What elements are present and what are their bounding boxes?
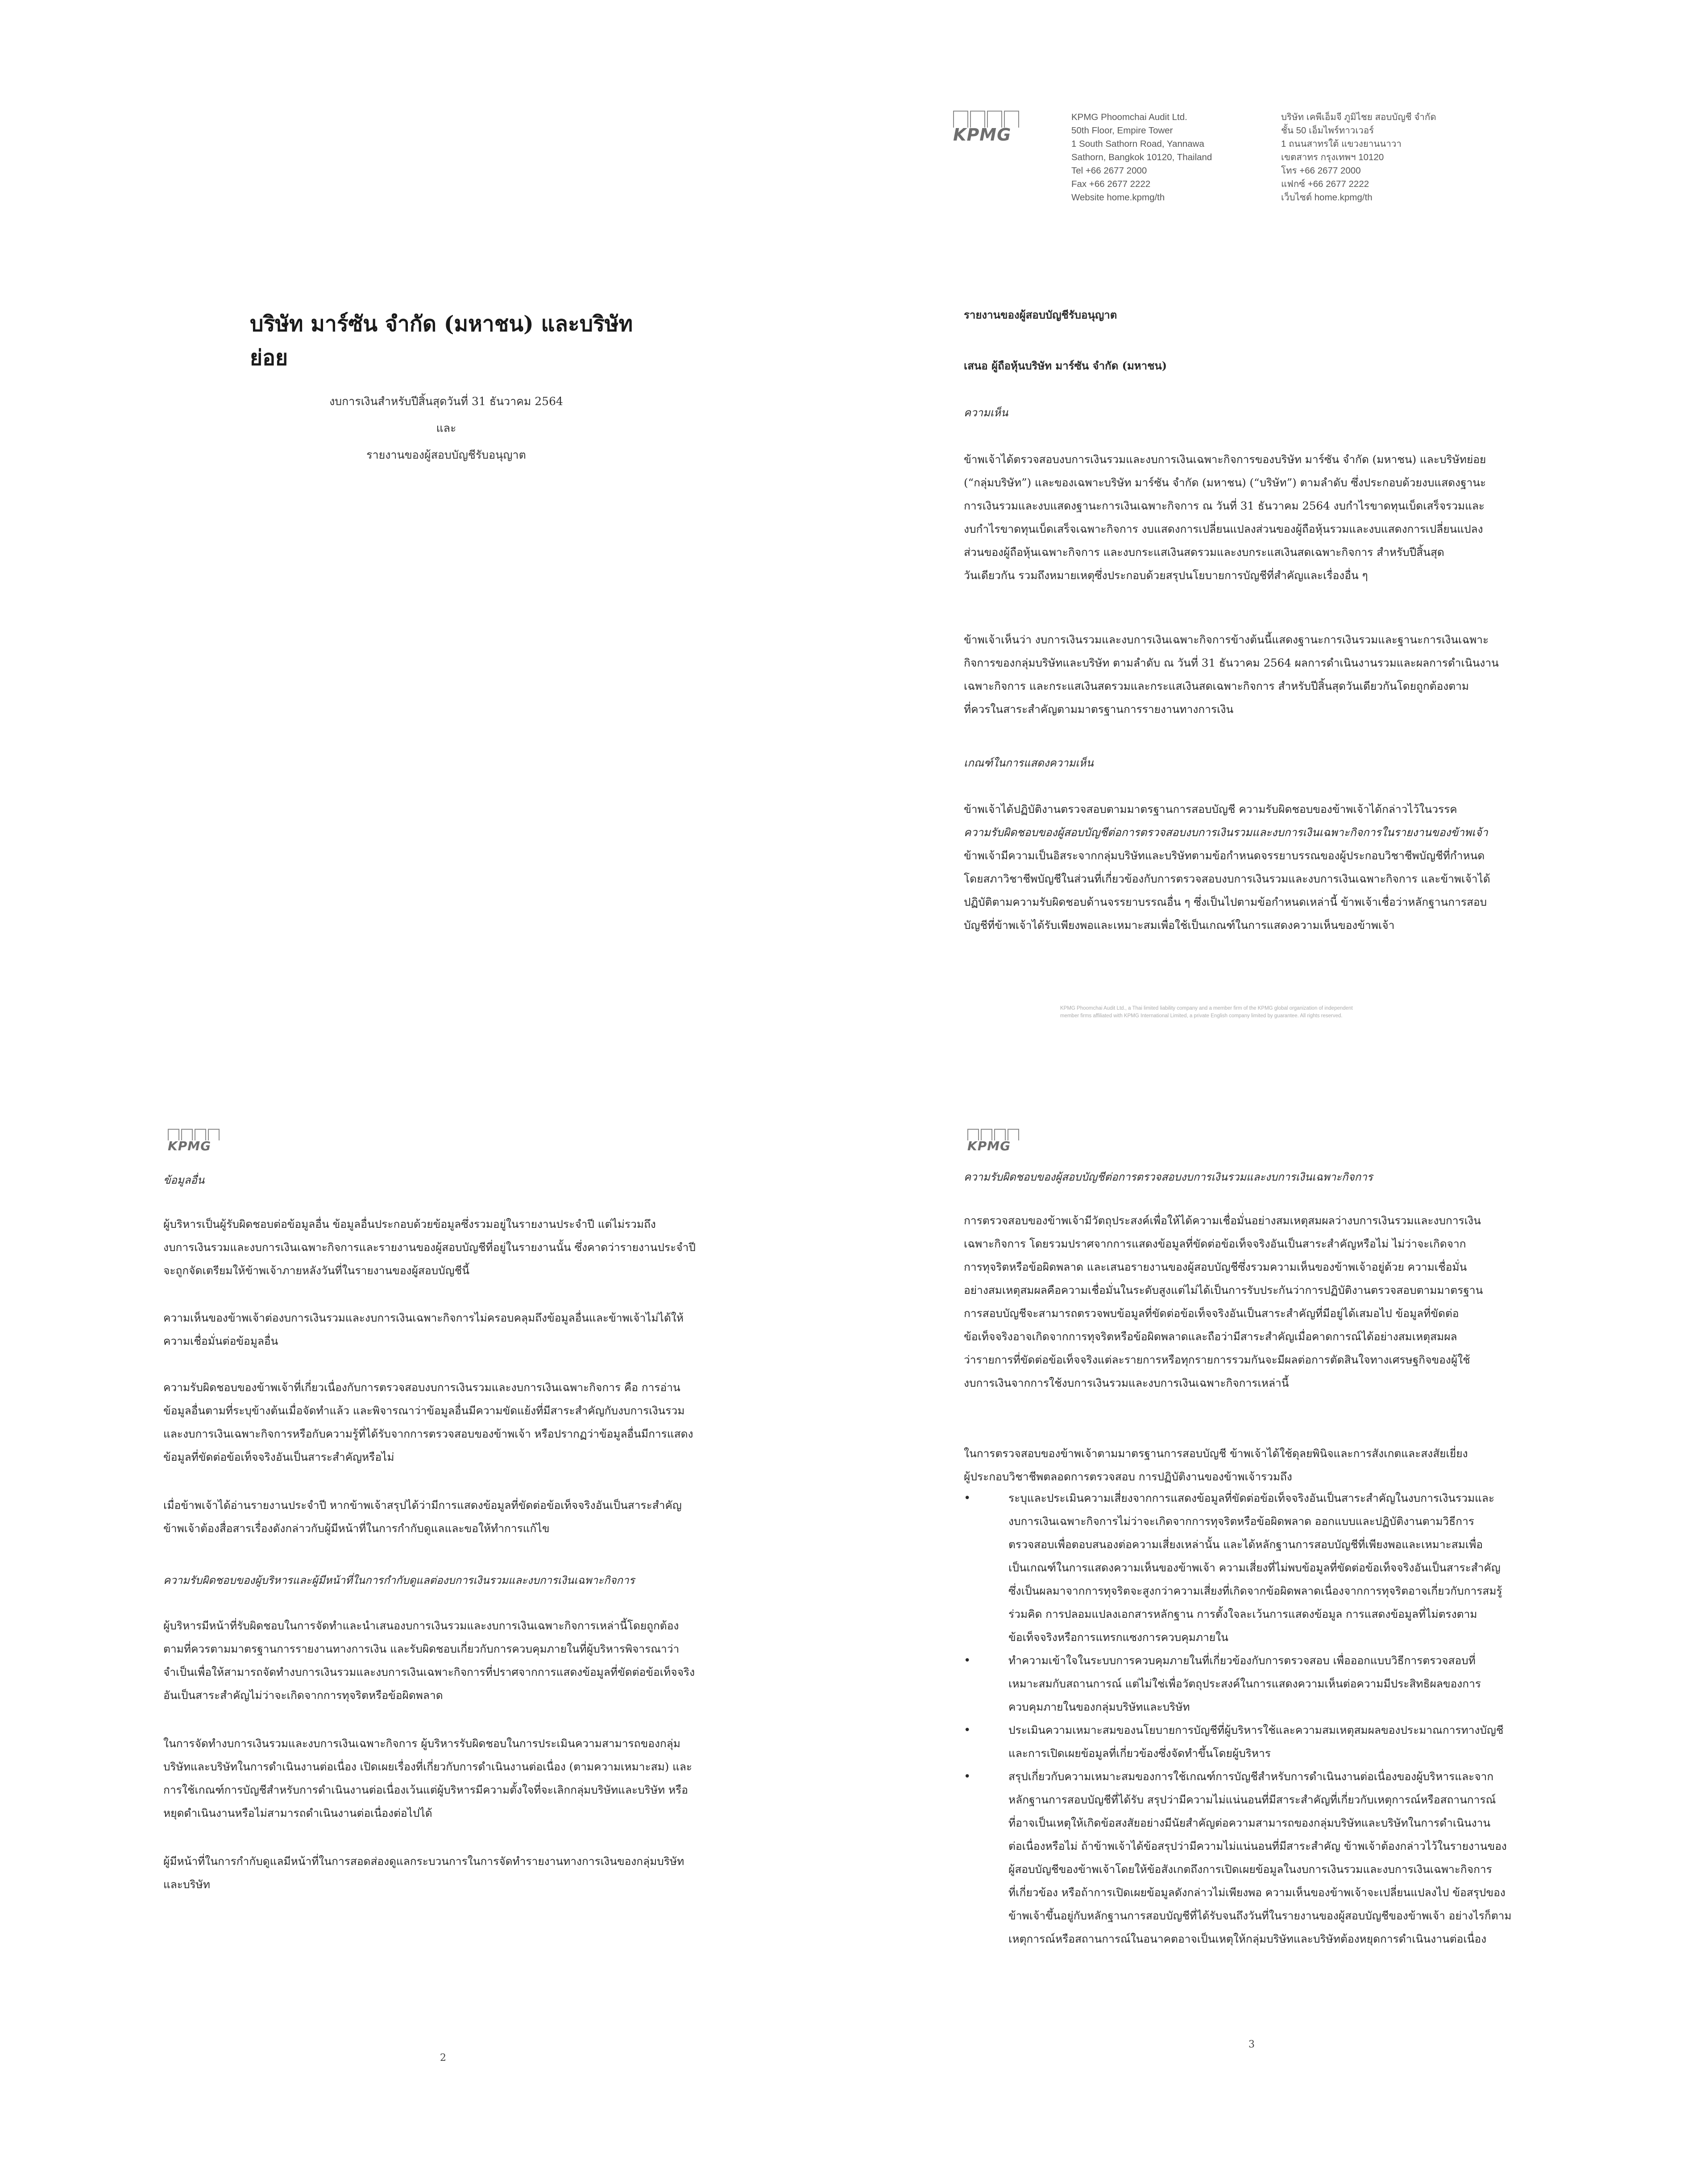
- opinion-paragraph-1: [964, 448, 1544, 587]
- text-line: ในการจัดทำงบการเงินรวมและงบการเงินเฉพาะกิจการ ผู้บริหารรับผิดชอบในการประเมินความสามารถของกลุ่ม: [163, 1737, 680, 1750]
- text-line: ความรับผิดชอบของข้าพเจ้าที่เกี่ยวเนื่องกับการตรวจสอบงบการเงินรวมและงบการเงินเฉพาะกิจการ คือ การอ่าน: [163, 1381, 680, 1394]
- text-line: เมื่อข้าพเจ้าได้อ่านรายงานประจำปี หากข้าพเจ้าสรุปได้ว่ามีการแสดงข้อมูลที่ขัดต่อข้อเท็จจริงอันเป็นสาระสำคัญ: [163, 1499, 682, 1512]
- text-line: ว่ารายการที่ขัดต่อข้อเท็จจริงแต่ละรายการหรือทุกรายการรวมกันจะมีผลต่อการตัดสินใจทางเศรษฐกิจของผู้ใช้: [964, 1353, 1470, 1366]
- text-line: ผู้บริหารเป็นผู้รับผิดชอบต่อข้อมูลอื่น ข้อมูลอื่นประกอบด้วยข้อมูลซึ่งรวมอยู่ในรายงานประจำปี แต่ไม่รวมถึง: [163, 1218, 656, 1231]
- text-line: งบการเงินเฉพาะกิจการไม่ว่าจะเกิดจากการทุจริตหรือข้อผิดพลาด ออกแบบและปฏิบัติงานตามวิธีการ: [1008, 1515, 1475, 1528]
- text-line: บัญชีที่ข้าพเจ้าได้รับเพียงพอและเหมาะสมเพื่อใช้เป็นเกณฑ์ในการแสดงความเห็นของข้าพเจ้า: [964, 919, 1395, 932]
- letterhead-en: [1071, 111, 1212, 204]
- text-line: ตามที่ควรตามมาตรฐานการรายงานทางการเงิน และรับผิดชอบเกี่ยวกับการควบคุมภายในที่ผู้บริหารพิจารณาว่า: [163, 1642, 680, 1655]
- letterhead-th: [1281, 111, 1436, 204]
- letterhead-en-line: 50th Floor, Empire Tower: [1071, 125, 1173, 136]
- text-line: ที่เกี่ยวข้อง หรือถ้าการเปิดเผยข้อมูลดังกล่าวไม่เพียงพอ ความเห็นของข้าพเจ้าจะเปลี่ยนแปลงไป ข้อสรุปของ: [1008, 1886, 1505, 1899]
- text-line: ความเชื่อมั่นต่อข้อมูลอื่น: [163, 1334, 278, 1347]
- auditor-responsibility-paragraph-1: [964, 1209, 1548, 1395]
- management-paragraph-1: [163, 1614, 757, 1707]
- text-line: ข้อเท็จจริงหรือการแทรกแซงการควบคุมภายใน: [1008, 1631, 1228, 1644]
- text-line: วันเดียวกัน รวมถึงหมายเหตุซึ่งประกอบด้วยสรุปนโยบายการบัญชีที่สำคัญและเรื่องอื่น ๆ: [964, 569, 1368, 582]
- text-line: • สรุปเกี่ยวกับความเหมาะสมของการใช้เกณฑ์การบัญชีสำหรับการดำเนินงานต่อเนื่องของผู้บริหารและจาก: [1008, 1770, 1494, 1783]
- auditor-report-page-1: [846, 0, 1692, 1080]
- text-line: เป็นเกณฑ์ในการแสดงความเห็นของข้าพเจ้า ความเสี่ยงที่ไม่พบข้อมูลที่ขัดต่อข้อเท็จจริงอันเป็นสาระสำคัญ: [1008, 1561, 1501, 1574]
- text-line: • ทำความเข้าใจในระบบการควบคุมภายในที่เกี่ยวข้องกับการตรวจสอบ เพื่อออกแบบวิธีการตรวจสอบที่: [1008, 1654, 1476, 1667]
- text-line: เหตุการณ์หรือสถานการณ์ในอนาคตอาจเป็นเหตุให้กลุ่มบริษัทและบริษัทต้องหยุดการดำเนินงานต่อเนื่อง: [1008, 1932, 1487, 1945]
- text-line: ปฏิบัติตามความรับผิดชอบด้านจรรยาบรรณอื่น ๆ ซึ่งเป็นไปตามข้อกำหนดเหล่านี้ ข้าพเจ้าเชื่อว่าหลักฐานการสอบ: [964, 895, 1487, 908]
- text-line: เฉพาะกิจการ โดยรวมปราศจากการแสดงข้อมูลที่ขัดต่อข้อเท็จจริงอันเป็นสาระสำคัญหรือไม่ ไม่ว่าจะเกิดจาก: [964, 1237, 1466, 1250]
- text-line: โดยสภาวิชาชีพบัญชีในส่วนที่เกี่ยวข้องกับการตรวจสอบงบการเงินรวมและงบการเงินเฉพาะกิจการ และข้าพเจ้าได้: [964, 872, 1490, 885]
- text-line: อย่างสมเหตุสมผลคือความเชื่อมั่นในระดับสูงแต่ไม่ได้เป็นการรับประกันว่าการปฏิบัติงานตรวจสอบตามมาตรฐาน: [964, 1284, 1483, 1297]
- text-line: บริษัทและบริษัทในการดำเนินงานต่อเนื่อง เปิดเผยเรื่องที่เกี่ยวกับการดำเนินงานต่อเนื่อง (ตามความเหมาะสม) และ: [163, 1760, 693, 1773]
- letterhead-en-line: KPMG Phoomchai Audit Ltd.: [1071, 112, 1187, 122]
- text-line: ข้อมูลที่ขัดต่อข้อเท็จจริงอันเป็นสาระสำคัญหรือไม่: [163, 1450, 394, 1463]
- letterhead-th-line: เขตสาทร กรุงเทพฯ 10120: [1281, 152, 1384, 162]
- text-line: (“กลุ่มบริษัท”) และของเฉพาะบริษัท มาร์ซัน จำกัด (มหาชน) (“บริษัท”) ตามลำดับ ซึ่งประกอบด้วยงบแสดงฐานะ: [964, 476, 1486, 489]
- cover-line-statements: งบการเงินสำหรับปีสิ้นสุดวันที่ 31 ธันวาคม 2564: [329, 395, 563, 408]
- text-line: จะถูกจัดเตรียมให้ข้าพเจ้าภายหลังวันที่ในรายงานของผู้สอบบัญชีนี้: [163, 1264, 469, 1277]
- audit-procedure-item: [964, 1649, 1548, 1719]
- other-info-paragraph-3: [163, 1376, 757, 1469]
- management-paragraph-2: [163, 1732, 757, 1825]
- text-line: ข้าพเจ้าได้ตรวจสอบงบการเงินรวมและงบการเงินเฉพาะกิจการของบริษัท มาร์ซัน จำกัด (มหาชน) และบริษัทย่อย: [964, 453, 1486, 466]
- letterhead-en-line: Tel +66 2677 2000: [1071, 166, 1147, 176]
- text-line: ข้อมูลอื่นตามที่ระบุข้างต้นเมื่อจัดทำแล้ว และพิจารณาว่าข้อมูลอื่นมีความขัดแย้งที่มีสาระสำคัญกับงบการเงินรวม: [163, 1404, 685, 1417]
- auditor-responsibility-paragraph-2: [964, 1442, 1548, 1488]
- auditor-report-page-3: [846, 1080, 1692, 2184]
- text-line: • ระบุและประเมินความเสี่ยงจากการแสดงข้อมูลที่ขัดต่อข้อเท็จจริงอันเป็นสาระสำคัญในงบการเงินรวมและ: [1008, 1492, 1495, 1504]
- text-line: ข้อเท็จจริงอาจเกิดจากการทุจริตหรือข้อผิดพลาดและถือว่ามีสาระสำคัญเมื่อคาดการณ์ได้อย่างสมเหตุสมผล: [964, 1330, 1457, 1343]
- letterhead-th-line: ชั้น 50 เอ็มไพร์ทาวเวอร์: [1281, 125, 1374, 136]
- opinion-paragraph-2: [964, 628, 1544, 721]
- text-line: ผู้สอบบัญชีของข้าพเจ้าโดยให้ข้อสังเกตถึงการเปิดเผยข้อมูลในงบการเงินรวมและงบการเงินเฉพาะกิจการ: [1008, 1863, 1492, 1876]
- text-line: ส่วนของผู้ถือหุ้นเฉพาะกิจการ และงบกระแสเงินสดรวมและงบกระแสเงินสดเฉพาะกิจการ สำหรับปีสิ้นสุด: [964, 546, 1444, 559]
- letterhead-th-line: 1 ถนนสาทรใต้ แขวงยานนาวา: [1281, 139, 1402, 149]
- basis-title: เกณฑ์ในการแสดงความเห็น: [964, 757, 1094, 769]
- text-line: ข้าพเจ้าขึ้นอยู่กับหลักฐานการสอบบัญชีที่ได้รับจนถึงวันที่ในรายงานของผู้สอบบัญชีของข้าพเจ้า อย่างไรก็ตาม: [1008, 1909, 1512, 1922]
- footer-line: KPMG Phoomchai Audit Ltd., a Thai limited liability company and a member firm of the KPMG global organization of independent: [1060, 1006, 1353, 1011]
- text-line: ข้าพเจ้าได้ปฏิบัติงานตรวจสอบตามมาตรฐานการสอบบัญชี ความรับผิดชอบของข้าพเจ้าได้กล่าวไว้ในวรรค: [964, 803, 1457, 816]
- opinion-title: ความเห็น: [964, 406, 1008, 419]
- report-addressee: เสนอ ผู้ถือหุ้นบริษัท มาร์ซัน จำกัด (มหาชน): [964, 359, 1167, 372]
- audit-procedure-item: [964, 1487, 1548, 1649]
- kpmg-logo: [953, 111, 1019, 145]
- text-line: เหมาะสมกับสถานการณ์ แต่ไม่ใช่เพื่อวัตถุประสงค์ในการแสดงความเห็นต่อความมีประสิทธิผลของการ: [1008, 1677, 1481, 1690]
- text-line: การเงินรวมและงบแสดงฐานะการเงินเฉพาะกิจการ ณ วันที่ 31 ธันวาคม 2564 งบกำไรขาดทุนเบ็ดเสร็จรวมและ: [964, 499, 1485, 512]
- text-line: ข้าพเจ้าต้องสื่อสารเรื่องดังกล่าวกับผู้มีหน้าที่ในการกำกับดูแลและขอให้ทำการแก้ไข: [163, 1522, 550, 1535]
- text-line: ซึ่งเป็นผลมาจากการทุจริตจะสูงกว่าความเสี่ยงที่เกิดจากข้อผิดพลาดเนื่องจากการทุจริตอาจเกี่ยวกับการสมรู้: [1008, 1584, 1502, 1597]
- text-line: อันเป็นสาระสำคัญไม่ว่าจะเกิดจากการทุจริตหรือข้อผิดพลาด: [163, 1689, 443, 1702]
- kpmg-legal-footer: [1060, 1005, 1399, 1020]
- text-line: การตรวจสอบของข้าพเจ้ามีวัตถุประสงค์เพื่อให้ได้ความเชื่อมั่นอย่างสมเหตุสมผลว่างบการเงินรวมและงบการเงิน: [964, 1214, 1481, 1227]
- text-line: ต่อเนื่องหรือไม่ ถ้าข้าพเจ้าได้ข้อสรุปว่ามีความไม่แน่นอนที่มีสาระสำคัญ ข้าพเจ้าต้องกล่าวไว้ในรายงานของ: [1008, 1840, 1507, 1852]
- page-number: 2: [440, 2052, 446, 2064]
- kpmg-logo-text: KPMG: [967, 1139, 1011, 1153]
- text-line: ความรับผิดชอบของผู้สอบบัญชีต่อการตรวจสอบงบการเงินรวมและงบการเงินเฉพาะกิจการในรายงานของข้าพเจ้า: [964, 826, 1488, 839]
- audit-procedure-item: [964, 1765, 1548, 1951]
- text-line: ข้าพเจ้ามีความเป็นอิสระจากกลุ่มบริษัทและบริษัทตามข้อกำหนดจรรยาบรรณของผู้ประกอบวิชาชีพบัญชีที่กำหนด: [964, 849, 1485, 862]
- audit-procedures-list: [964, 1487, 1548, 1951]
- management-responsibility-title: ความรับผิดชอบของผู้บริหารและผู้มีหน้าที่ในการกำกับดูแลต่องบการเงินรวมและงบการเงินเฉพาะกิจการ: [163, 1574, 635, 1587]
- page-number: 3: [1248, 2039, 1255, 2050]
- text-line: ตรวจสอบเพื่อตอบสนองต่อความเสี่ยงเหล่านั้น และได้หลักฐานการสอบบัญชีที่เพียงพอและเหมาะสมเพื่อ: [1008, 1538, 1483, 1551]
- letterhead-th-line: โทร +66 2677 2000: [1281, 166, 1361, 176]
- letterhead-en-line: Website home.kpmg/th: [1071, 192, 1165, 203]
- text-line: • ประเมินความเหมาะสมของนโยบายการบัญชีที่ผู้บริหารใช้และความสมเหตุสมผลของประมาณการทางบัญชี: [1008, 1724, 1504, 1736]
- text-line: และงบการเงินเฉพาะกิจการหรือกับความรู้ที่ได้รับจากการตรวจสอบของข้าพเจ้า หรือปรากฏว่าข้อมูลอื่นมีการแสดง: [163, 1427, 693, 1440]
- text-line: ในการตรวจสอบของข้าพเจ้าตามมาตรฐานการสอบบัญชี ข้าพเจ้าได้ใช้ดุลยพินิจและการสังเกตและสงสัยเยี่ยง: [964, 1447, 1468, 1460]
- text-line: งบการเงินรวมและงบการเงินเฉพาะกิจการและรายงานของผู้สอบบัญชีที่อยู่ในรายงานนั้น ซึ่งคาดว่ารายงานประจำปี: [163, 1241, 696, 1254]
- text-line: หยุดดำเนินงานหรือไม่สามารถดำเนินงานต่อเนื่องต่อไปได้: [163, 1807, 432, 1819]
- auditor-report-page-2: [0, 1080, 846, 2184]
- other-info-paragraph-1: [163, 1213, 757, 1282]
- text-line: งบกำไรขาดทุนเบ็ดเสร็จเฉพาะกิจการ งบแสดงการเปลี่ยนแปลงส่วนของผู้ถือหุ้นรวมและงบแสดงการเปลี่ยนแปลง: [964, 522, 1483, 535]
- text-line: ที่ควรในสาระสำคัญตามมาตรฐานการรายงานทางการเงิน: [964, 703, 1234, 716]
- cover-page: [0, 0, 846, 1080]
- text-line: การใช้เกณฑ์การบัญชีสำหรับการดำเนินงานต่อเนื่องเว้นแต่ผู้บริหารมีความตั้งใจที่จะเลิกกลุ่มบริษัทและบริษัท หรือ: [163, 1783, 688, 1796]
- letterhead-en-line: Fax +66 2677 2222: [1071, 179, 1151, 189]
- text-line: การทุจริตหรือข้อผิดพลาด และเสนอรายงานของผู้สอบบัญชีซึ่งรวมความเห็นของข้าพเจ้าอยู่ด้วย ความเชื่อมั่น: [964, 1260, 1467, 1273]
- text-line: เฉพาะกิจการ และกระแสเงินสดรวมและกระแสเงินสดเฉพาะกิจการ สำหรับปีสิ้นสุดวันเดียวกันโดยถูกต้องตาม: [964, 680, 1469, 692]
- text-line: ข้าพเจ้าเห็นว่า งบการเงินรวมและงบการเงินเฉพาะกิจการข้างต้นนี้แสดงฐานะการเงินรวมและฐานะการเงินเฉพาะ: [964, 633, 1489, 646]
- letterhead-th-line: เว็บไซต์ home.kpmg/th: [1281, 192, 1373, 203]
- text-line: ที่อาจเป็นเหตุให้เกิดข้อสงสัยอย่างมีนัยสำคัญต่อความสามารถของกลุ่มบริษัทและบริษัทในการดำเนินงาน: [1008, 1816, 1491, 1829]
- other-info-paragraph-2: [163, 1306, 757, 1353]
- text-line: จำเป็นเพื่อให้สามารถจัดทำงบการเงินรวมและงบการเงินเฉพาะกิจการที่ปราศจากการแสดงข้อมูลที่ขัดต่อข้อเท็จจริง: [163, 1666, 695, 1678]
- cover-title: บริษัท มาร์ซัน จำกัด (มหาชน) และบริษัทย่อย: [250, 311, 633, 370]
- letterhead-th-line: แฟกซ์ +66 2677 2222: [1281, 179, 1369, 189]
- text-line: ร่วมคิด การปลอมแปลงเอกสารหลักฐาน การตั้งใจละเว้นการแสดงข้อมูล การแสดงข้อมูลที่ไม่ตรงตาม: [1008, 1608, 1477, 1620]
- text-line: ผู้บริหารมีหน้าที่รับผิดชอบในการจัดทำและนำเสนองบการเงินรวมและงบการเงินเฉพาะกิจการเหล่านี้โดยถูกต้อง: [163, 1619, 679, 1632]
- kpmg-logo-text: KPMG: [168, 1139, 212, 1153]
- kpmg-logo: [967, 1129, 1019, 1153]
- letterhead-th-line: บริษัท เคพีเอ็มจี ภูมิไชย สอบบัญชี จำกัด: [1281, 112, 1436, 122]
- audit-procedure-item: [964, 1719, 1548, 1765]
- text-line: และบริษัท: [163, 1878, 210, 1891]
- text-line: ความเห็นของข้าพเจ้าต่องบการเงินรวมและงบการเงินเฉพาะกิจการไม่ครอบคลุมถึงข้อมูลอื่นและข้าพเจ้าไม่ได้ให้: [163, 1311, 684, 1324]
- kpmg-logo: [168, 1129, 220, 1153]
- auditor-responsibility-title: ความรับผิดชอบของผู้สอบบัญชีต่อการตรวจสอบงบการเงินรวมและงบการเงินเฉพาะกิจการ: [964, 1171, 1373, 1183]
- text-line: ผู้ประกอบวิชาชีพตลอดการตรวจสอบ การปฏิบัติงานของข้าพเจ้ารวมถึง: [964, 1470, 1292, 1483]
- kpmg-logo-text: KPMG: [953, 125, 1012, 145]
- text-line: และการเปิดเผยข้อมูลที่เกี่ยวข้องซึ่งจัดทำขึ้นโดยผู้บริหาร: [1008, 1747, 1271, 1760]
- cover-line-report: รายงานของผู้สอบบัญชีรับอนุญาต: [366, 448, 526, 461]
- text-line: งบการเงินจากการใช้งบการเงินรวมและงบการเงินเฉพาะกิจการเหล่านี้: [964, 1376, 1289, 1389]
- cover-line-and: และ: [436, 422, 456, 435]
- other-info-paragraph-4: [163, 1494, 757, 1540]
- text-line: ผู้มีหน้าที่ในการกำกับดูแลมีหน้าที่ในการสอดส่องดูแลกระบวนการในการจัดทำรายงานทางการเงินของกลุ่มบริษัท: [163, 1855, 684, 1868]
- report-heading: รายงานของผู้สอบบัญชีรับอนุญาต: [964, 308, 1117, 321]
- text-line: หลักฐานการสอบบัญชีที่ได้รับ สรุปว่ามีความไม่แน่นอนที่มีสาระสำคัญที่เกี่ยวกับเหตุการณ์หรือสถานการณ์: [1008, 1793, 1496, 1806]
- letterhead-en-line: Sathorn, Bangkok 10120, Thailand: [1071, 152, 1212, 162]
- basis-paragraph: [964, 798, 1544, 937]
- footer-line: member firms affiliated with KPMG International Limited, a private English company limited by guarantee. All rights reserved.: [1060, 1013, 1343, 1019]
- letterhead-en-line: 1 South Sathorn Road, Yannawa: [1071, 139, 1204, 149]
- other-info-title: ข้อมูลอื่น: [163, 1174, 205, 1186]
- management-paragraph-3: [163, 1850, 757, 1896]
- text-line: กิจการของกลุ่มบริษัทและบริษัท ตามลำดับ ณ วันที่ 31 ธันวาคม 2564 ผลการดำเนินงานรวมและผลการดำเนินงาน: [964, 656, 1499, 669]
- text-line: ควบคุมภายในของกลุ่มบริษัทและบริษัท: [1008, 1700, 1190, 1713]
- text-line: การสอบบัญชีจะสามารถตรวจพบข้อมูลที่ขัดต่อข้อเท็จจริงอันเป็นสาระสำคัญที่มีอยู่ได้เสมอไป ข้อมูลที่ขัดต่อ: [964, 1307, 1459, 1320]
